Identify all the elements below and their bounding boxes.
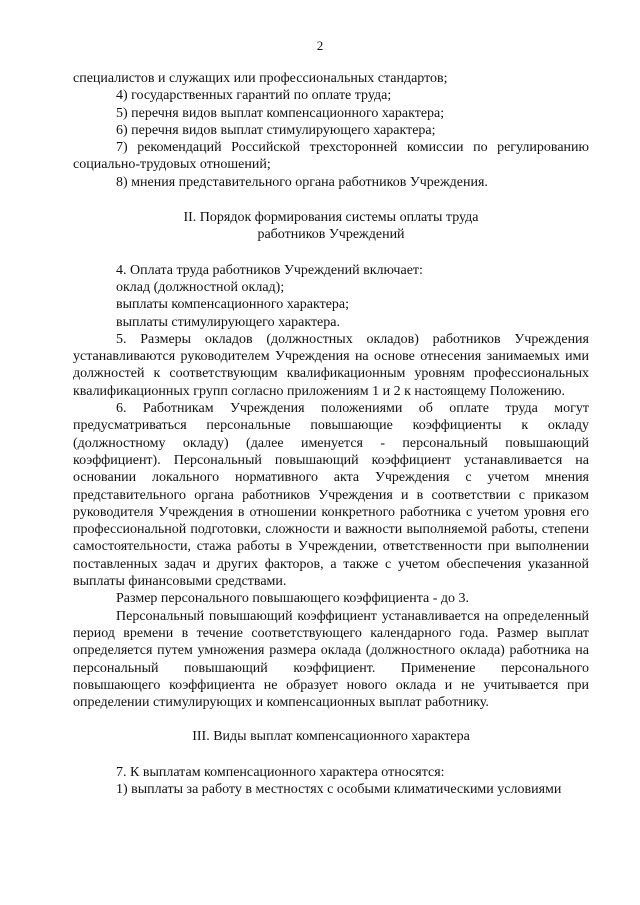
- paragraph: специалистов и служащих или профессиональных стандартов;: [73, 71, 448, 86]
- section-heading: [73, 209, 589, 244]
- list-item: выплаты компенсационного характера;: [116, 297, 350, 313]
- list-item: оклад (должностной оклад);: [116, 279, 285, 295]
- list-item: выплаты стимулирующего характера.: [116, 314, 340, 330]
- list-item: 8) мнения представительного органа работников Учреждения.: [116, 174, 488, 190]
- paragraph: 6. Работникам Учреждения положениями об оплате труда могут предусматриваться персональные повышающие коэффициенты к окладу (должностному окладу) (далее именуется - персональный повышающий коэффициент). Персональный повышающий коэффициент устанавливается на основании локального нормативного акта Учреждения с учетом мнения представительного органа работников Учреждения и в соответствии с приказом руководителя Учреждения в отношении конкретного работника с учетом уровня его профессиональной подготовки, сложности и важности выполняемой работы, степени самостоятельности, стажа работы в Учреждении, ответственности при выполнении поставленных задач и других факторов, а также с учетом обеспечения указанной выплаты финансовыми средствами.: [73, 401, 589, 590]
- list-item: 7) рекомендаций Российской трехсторонней комиссии по регулированию социально-трудовых отношений;: [73, 140, 589, 173]
- list-item: 1) выплаты за работу в местностях с особыми климатическими условиями: [116, 781, 562, 797]
- paragraph: 4. Оплата труда работников Учреждений включает:: [116, 262, 423, 278]
- document-body: [73, 70, 589, 798]
- paragraph: Персональный повышающий коэффициент устанавливается на определенный период времени в течение соответствующего календарного года. Размер выплат определяется путем умножения размера оклада (должностного оклада) работника на персональный повышающий коэффициент. Применение персонального повышающего коэффициента не образует нового оклада и не учитывается при определении стимулирующих и компенсационных выплат работнику.: [73, 608, 589, 711]
- list-item: 4) государственных гарантий по оплате труда;: [116, 88, 392, 104]
- list-item: 6) перечня видов выплат стимулирующего характера;: [116, 122, 436, 138]
- paragraph: Размер персонального повышающего коэффициента - до 3.: [116, 591, 469, 607]
- section-heading-line: II. Порядок формирования системы оплаты труда: [183, 210, 479, 226]
- paragraph: 5. Размеры окладов (должностных окладов) работников Учреждения устанавливаются руководителем Учреждения на основе отнесения занимаемых ими должностей к соответствующим квалификационным уровням профессиональных квалификационных групп согласно приложениям 1 и 2 к настоящему Положению.: [73, 331, 589, 399]
- page-number: 2: [316, 38, 324, 53]
- list-item: 5) перечня видов выплат компенсационного характера;: [116, 105, 445, 121]
- paragraph: 7. К выплатам компенсационного характера относятся:: [116, 764, 445, 780]
- section-heading-line: работников Учреждений: [257, 227, 405, 243]
- section-heading: III. Виды выплат компенсационного характера: [192, 729, 470, 745]
